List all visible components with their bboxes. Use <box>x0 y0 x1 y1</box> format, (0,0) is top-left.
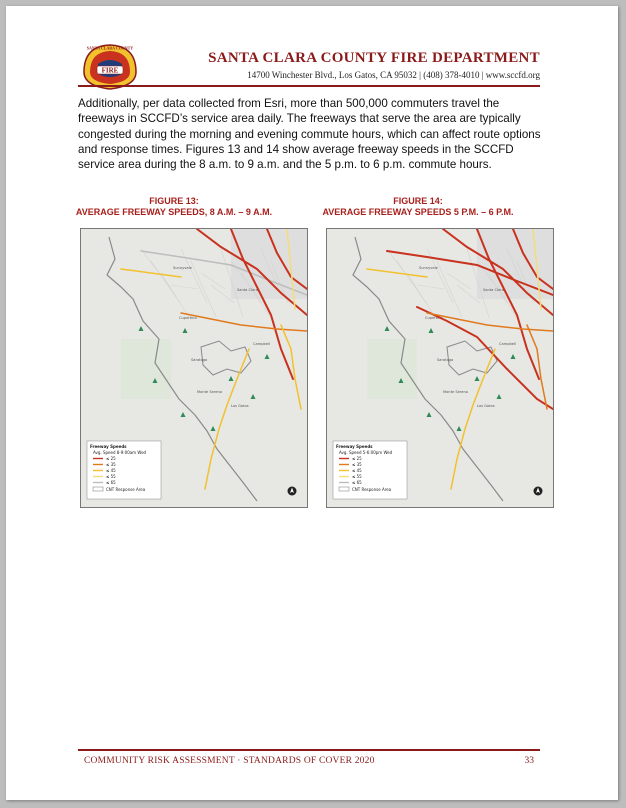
place-label: Monte Sereno <box>443 390 468 394</box>
legend-title: Freeway Speeds <box>336 444 373 449</box>
body-paragraph: Additionally, per data collected from Esri, more than 500,000 commuters travel the freeways in SCCFD’s service area daily. The freeways that serve the area are typically congested during the morning and evening commute hours, which can affect route options and response times. Figures 13 and 14 show average freeway speeds in the SCCFD service area during the 8 a.m. to 9 a.m. and the 5 p.m. to 6 p.m. commute hours. <box>78 97 541 172</box>
legend-item: ≤ 55 <box>352 474 362 479</box>
figure-13-label: FIGURE 13: <box>149 196 199 206</box>
place-label: Saratoga <box>191 358 208 362</box>
figure-14-title: AVERAGE FREEWAY SPEEDS 5 P.M. – 6 P.M. <box>322 207 514 217</box>
map-legend <box>333 441 407 499</box>
legend-item: ≤ 65 <box>106 480 116 485</box>
place-label: Cupertino <box>425 316 443 320</box>
logo-center-text: FIRE <box>101 66 119 75</box>
legend-item: ≤ 35 <box>352 462 362 467</box>
legend-subtitle: Avg. Speed 5-6:00pm Wed <box>339 450 393 455</box>
place-label: Campbell <box>253 342 270 346</box>
document-page <box>6 6 618 800</box>
park-area <box>121 339 171 399</box>
figure-14-label: FIGURE 14: <box>393 196 443 206</box>
place-label: Monte Sereno <box>197 390 222 394</box>
organization-name: SANTA CLARA COUNTY FIRE DEPARTMENT <box>208 50 540 66</box>
place-label: Sunnyvale <box>419 266 438 270</box>
page-number: 33 <box>524 756 534 766</box>
legend-item: ≤ 55 <box>106 474 116 479</box>
legend-item: ≤ 25 <box>352 456 362 461</box>
legend-area: CNT Response Area <box>106 487 146 492</box>
legend-area: CNT Response Area <box>352 487 392 492</box>
figure-13-title: AVERAGE FREEWAY SPEEDS, 8 A.M. – 9 A.M. <box>75 207 273 217</box>
map-legend <box>87 441 161 499</box>
organization-address: 14700 Winchester Blvd., Los Gatos, CA 95032 | (408) 378-4010 | www.sccfd.org <box>247 70 540 80</box>
place-label: Sunnyvale <box>173 266 192 270</box>
figure-14-caption <box>298 196 538 218</box>
legend-item: ≤ 25 <box>106 456 116 461</box>
legend-item: ≤ 65 <box>352 480 362 485</box>
place-label: Campbell <box>499 342 516 346</box>
place-label: Santa Clara <box>237 288 258 292</box>
place-label: Santa Clara <box>483 288 504 292</box>
figure-13-map <box>80 228 308 508</box>
figure-13-map-graphic <box>81 229 307 507</box>
north-arrow-icon <box>288 487 297 496</box>
figure-14-map <box>326 228 554 508</box>
footer-title: COMMUNITY RISK ASSESSMENT · STANDARDS OF COVER 2020 <box>84 756 375 766</box>
figure-13-caption <box>54 196 294 218</box>
north-arrow-icon <box>534 487 543 496</box>
legend-item: ≤ 35 <box>106 462 116 467</box>
logo-top-text: SANTA CLARA COUNTY <box>86 45 134 51</box>
header-divider <box>78 85 540 87</box>
footer-divider <box>78 749 540 751</box>
park-area <box>367 339 417 399</box>
place-label: Cupertino <box>179 316 197 320</box>
legend-item: ≤ 45 <box>352 468 362 473</box>
legend-item: ≤ 45 <box>106 468 116 473</box>
figure-14-map-graphic <box>327 229 553 507</box>
legend-subtitle: Avg. Speed 8-9:00am Wed <box>93 450 147 455</box>
place-label: Saratoga <box>437 358 454 362</box>
place-label: Los Gatos <box>231 404 249 408</box>
place-label: Los Gatos <box>477 404 495 408</box>
legend-title: Freeway Speeds <box>90 444 127 449</box>
